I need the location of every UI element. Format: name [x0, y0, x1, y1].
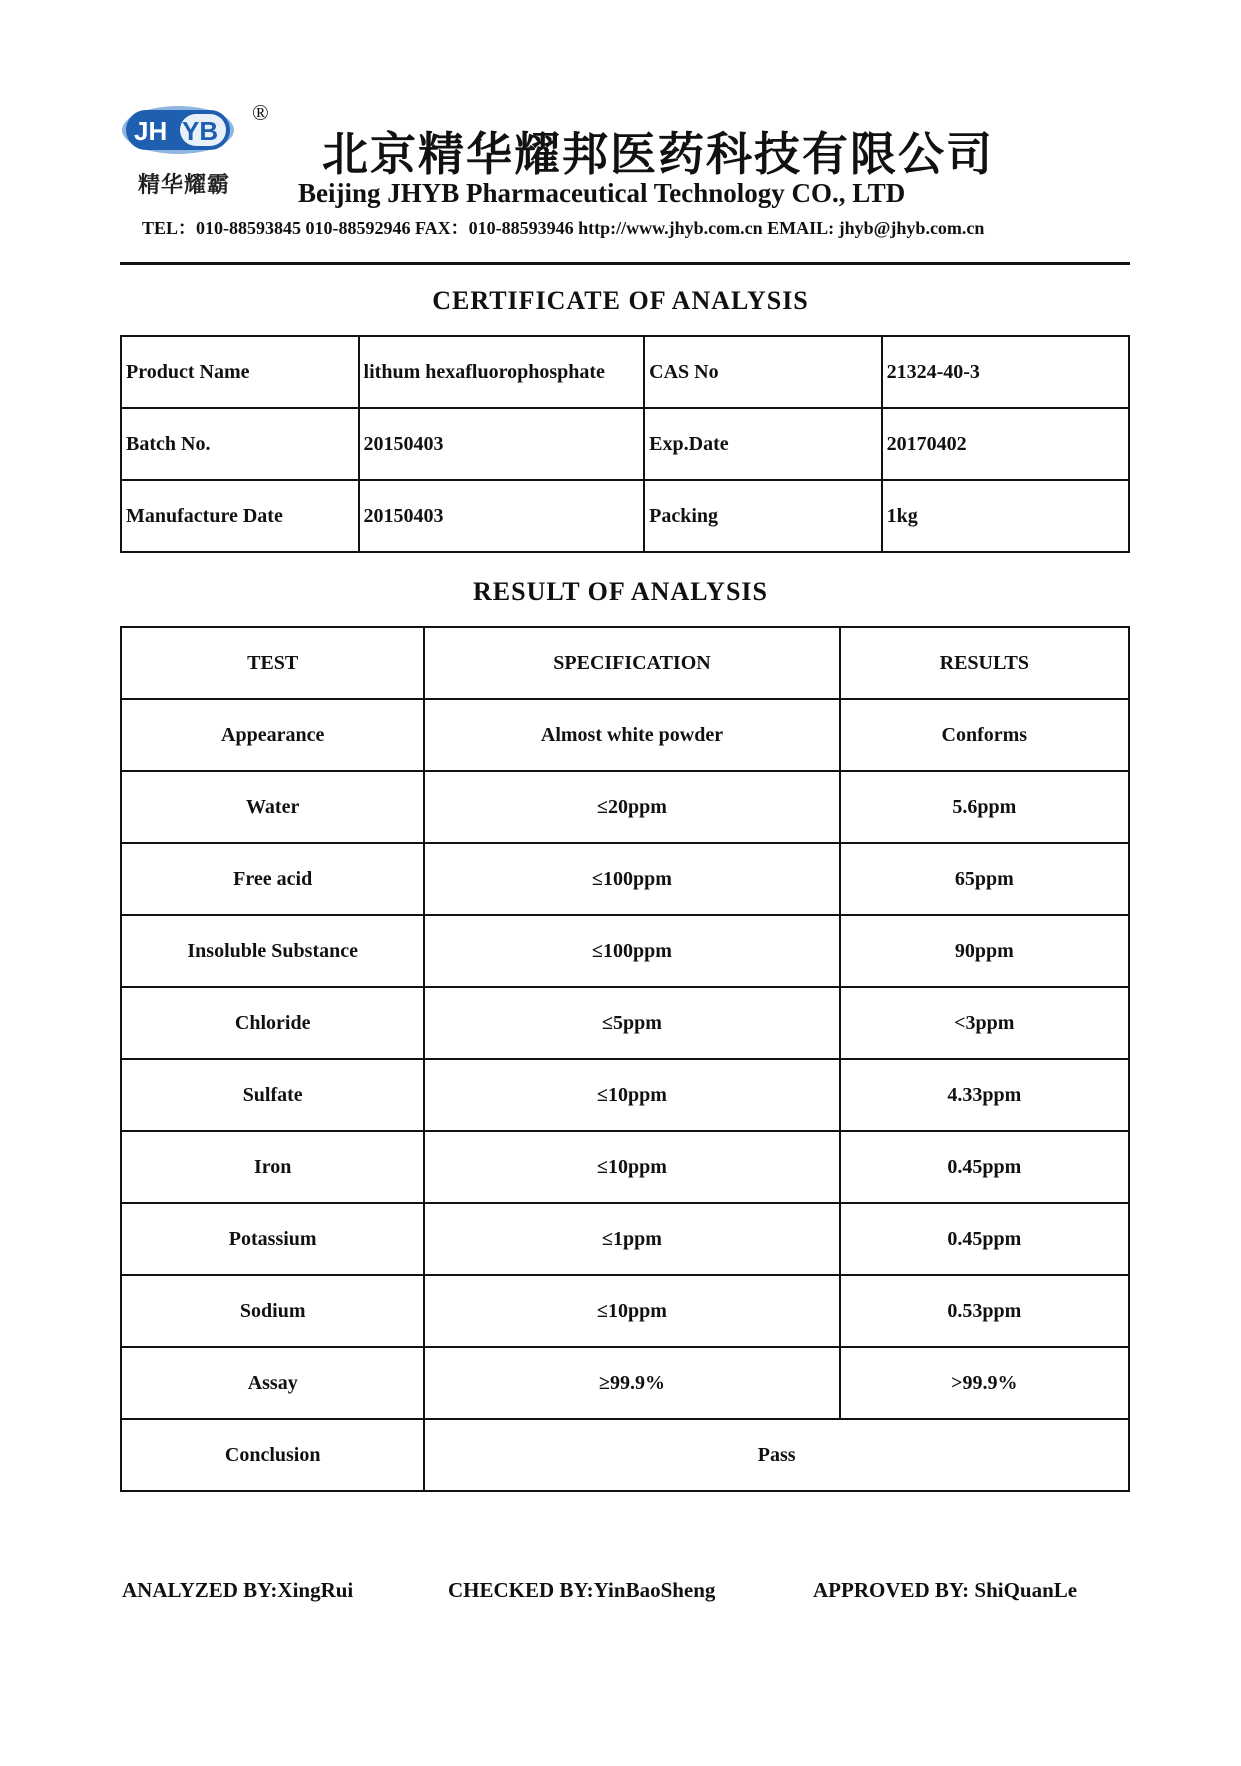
- table-row: [121, 699, 1129, 771]
- test-name: Appearance: [121, 699, 424, 771]
- info-row: [121, 480, 1129, 552]
- test-name: Sulfate: [121, 1059, 424, 1131]
- logo-chinese-text: 精华耀霸: [138, 173, 231, 198]
- test-specification: ≥99.9%: [424, 1347, 839, 1419]
- test-specification: ≤10ppm: [424, 1275, 839, 1347]
- registered-mark: ®: [252, 100, 269, 125]
- test-specification: ≤5ppm: [424, 987, 839, 1059]
- contact-line: TEL：010-88593845 010-88592946 FAX：010-88593946 http://www.jhyb.com.cn EMAIL: jhyb@jhyb.com.cn: [142, 218, 985, 238]
- test-name: Chloride: [121, 987, 424, 1059]
- info-row: [121, 408, 1129, 480]
- info-value: 20150403: [359, 480, 645, 552]
- table-row: [121, 1059, 1129, 1131]
- test-name: Iron: [121, 1131, 424, 1203]
- table-row: [121, 1347, 1129, 1419]
- conclusion-value: Pass: [424, 1419, 1129, 1491]
- test-result: Conforms: [840, 699, 1129, 771]
- info-value: 20150403: [359, 408, 645, 480]
- approved-by: APPROVED BY: ShiQuanLe: [813, 1578, 1078, 1602]
- result-title: RESULT OF ANALYSIS: [473, 577, 768, 606]
- column-header-results: RESULTS: [840, 627, 1129, 699]
- test-name: Assay: [121, 1347, 424, 1419]
- conclusion-row: [121, 1419, 1129, 1491]
- info-row: [121, 336, 1129, 408]
- table-row: [121, 1203, 1129, 1275]
- test-result: 0.45ppm: [840, 1131, 1129, 1203]
- column-header-test: TEST: [121, 627, 424, 699]
- product-info-table: [120, 335, 1130, 553]
- test-specification: ≤1ppm: [424, 1203, 839, 1275]
- info-label: Packing: [644, 480, 881, 552]
- certificate-title: CERTIFICATE OF ANALYSIS: [432, 286, 809, 315]
- info-value: 1kg: [882, 480, 1129, 552]
- analyzed-by: ANALYZED BY:XingRui: [122, 1578, 354, 1602]
- table-row: [121, 987, 1129, 1059]
- info-value: lithum hexafluorophosphate: [359, 336, 645, 408]
- table-row: [121, 1131, 1129, 1203]
- table-row: [121, 1275, 1129, 1347]
- company-name-english: Beijing JHYB Pharmaceutical Technology CO., LTD: [298, 178, 906, 208]
- info-label: Manufacture Date: [121, 480, 359, 552]
- info-value: 20170402: [882, 408, 1129, 480]
- test-specification: ≤20ppm: [424, 771, 839, 843]
- test-result: 4.33ppm: [840, 1059, 1129, 1131]
- test-name: Potassium: [121, 1203, 424, 1275]
- info-label: Batch No.: [121, 408, 359, 480]
- svg-text:JH: JH: [134, 116, 168, 146]
- table-row: [121, 771, 1129, 843]
- conclusion-label: Conclusion: [121, 1419, 424, 1491]
- test-specification: ≤100ppm: [424, 843, 839, 915]
- company-name-chinese: 北京精华耀邦医药科技有限公司: [322, 127, 994, 181]
- table-row: [121, 843, 1129, 915]
- test-name: Free acid: [121, 843, 424, 915]
- test-result: 5.6ppm: [840, 771, 1129, 843]
- results-table: [120, 626, 1130, 1492]
- test-name: Water: [121, 771, 424, 843]
- test-result: <3ppm: [840, 987, 1129, 1059]
- info-label: Exp.Date: [644, 408, 881, 480]
- test-result: 0.53ppm: [840, 1275, 1129, 1347]
- test-specification: ≤10ppm: [424, 1131, 839, 1203]
- jhyb-logo-mark: [120, 100, 250, 162]
- table-row: [121, 915, 1129, 987]
- info-value: 21324-40-3: [882, 336, 1129, 408]
- test-specification: ≤10ppm: [424, 1059, 839, 1131]
- test-result: 0.45ppm: [840, 1203, 1129, 1275]
- test-result: >99.9%: [840, 1347, 1129, 1419]
- test-result: 90ppm: [840, 915, 1129, 987]
- info-label: CAS No: [644, 336, 881, 408]
- test-specification: ≤100ppm: [424, 915, 839, 987]
- header-divider: [120, 262, 1130, 265]
- column-header-specification: SPECIFICATION: [424, 627, 839, 699]
- test-result: 65ppm: [840, 843, 1129, 915]
- company-logo: [120, 100, 280, 210]
- test-name: Sodium: [121, 1275, 424, 1347]
- svg-text:YB: YB: [182, 116, 219, 146]
- test-specification: Almost white powder: [424, 699, 839, 771]
- results-header-row: [121, 627, 1129, 699]
- checked-by: CHECKED BY:YinBaoSheng: [448, 1578, 716, 1602]
- info-label: Product Name: [121, 336, 359, 408]
- test-name: Insoluble Substance: [121, 915, 424, 987]
